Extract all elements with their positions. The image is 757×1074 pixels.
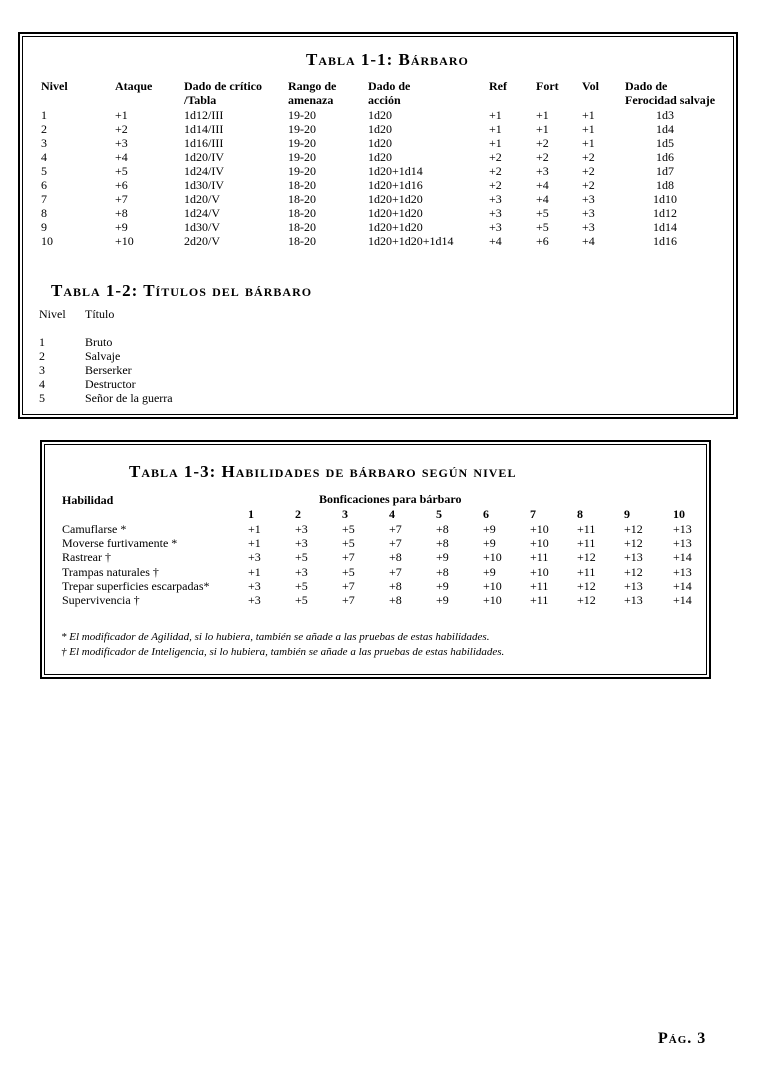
table-1-3-level-header: 4: [389, 507, 395, 521]
table-1-1-cell: 1d7: [656, 164, 674, 178]
table-1-3-level-header: 10: [673, 507, 685, 521]
table-1-1-cell: +2: [115, 122, 128, 136]
table-1-3-cell: +14: [673, 550, 692, 565]
table-1-1-cell: 1d20/V: [184, 192, 220, 206]
table-1-3-cell: +8: [389, 593, 402, 607]
table-1-1-cell: +5: [115, 164, 128, 178]
table-1-3-cell: +9: [483, 536, 496, 551]
table-1-1-cell: 1d24/IV: [184, 164, 224, 178]
table-1-3-cell: +7: [389, 522, 402, 536]
table-1-1-cell: +1: [115, 108, 128, 122]
table-1-3-cell: +1: [248, 536, 261, 551]
table-1-3-cell: +3: [248, 550, 261, 565]
table-1-1-cell: 1d12/III: [184, 108, 224, 122]
table-1-3-level-header: 7: [530, 507, 536, 521]
footnote-agilidad: * El modificador de Agilidad, si lo hubiera, también se añade a las pruebas de estas habilidades.: [61, 631, 490, 643]
table-1-1-cell: +3: [489, 192, 502, 206]
table-1-1-cell: +6: [115, 178, 128, 192]
table-1-3-level-header: 5: [436, 507, 442, 521]
table-1-3-cell: +5: [295, 550, 308, 565]
table-1-1-cell: 9: [41, 220, 47, 234]
table-1-1-cell: 2: [41, 122, 47, 136]
table-1-1-header: Ref: [489, 79, 507, 93]
table-1-3-skill: Moverse furtivamente *: [62, 536, 178, 551]
table-1-3-cell: +11: [577, 564, 596, 579]
table-1-1-cell: +4: [115, 150, 128, 164]
table-1-3-level-header: 1: [248, 507, 254, 521]
table-1-1-header: Nivel: [41, 79, 68, 93]
table-1-1-header: Dado de: [625, 79, 668, 93]
table-1-1-cell: 1d16/III: [184, 136, 224, 150]
table-1-1-cell: +2: [489, 178, 502, 192]
table-1-1-cell: 19-20: [288, 150, 316, 164]
table-1-3-cell: +12: [577, 593, 596, 607]
table-1-3-cell: +3: [248, 578, 261, 593]
table-1-3-cell: +10: [483, 578, 502, 593]
table-1-1-cell: +2: [489, 150, 502, 164]
table-1-1-cell: +4: [536, 178, 549, 192]
table-1-1-cell: 1d30/IV: [184, 178, 224, 192]
table-1-1-cell: 1d20+1d20: [368, 206, 423, 220]
table-1-1-cell: 1d20: [368, 136, 392, 150]
table-1-1-cell: 1d4: [656, 122, 674, 136]
table-1-1-cell: 7: [41, 192, 47, 206]
table-1-1-header: Dado de crítico: [184, 79, 262, 93]
table-1-3-cell: +10: [530, 536, 549, 551]
table-1-1-cell: 1d12: [653, 206, 677, 220]
table-1-3-cell: +3: [248, 593, 261, 607]
table-1-1-cell: 1d20: [368, 150, 392, 164]
table-1-1-header: Vol: [582, 79, 599, 93]
table-1-3-cell: +13: [673, 564, 692, 579]
table-1-3-cell: +10: [530, 564, 549, 579]
table-1-3-cell: +8: [436, 536, 449, 551]
table-1-2-cell: Salvaje: [85, 349, 121, 363]
table-1-1-header: acción: [368, 93, 401, 107]
table-1-3-cell: +8: [389, 550, 402, 565]
table-1-1-header: Ataque: [115, 79, 153, 93]
table-1-3-cell: +3: [295, 564, 308, 579]
table-1-1-cell: +2: [582, 164, 595, 178]
table-1-3-cell: +7: [389, 536, 402, 551]
table-1-1-cell: +1: [489, 108, 502, 122]
table-1-1-cell: 1d30/V: [184, 220, 220, 234]
table-1-3-cell: +11: [530, 550, 549, 565]
table-1-3-cell: +10: [483, 550, 502, 565]
table-1-3-cell: +7: [342, 550, 355, 565]
table-1-3-cell: +11: [530, 593, 549, 607]
table-1-1-cell: 2d20/V: [184, 234, 220, 248]
table-1-1-cell: +2: [536, 150, 549, 164]
table-1-1-cell: 5: [41, 164, 47, 178]
table-1-1-cell: +9: [115, 220, 128, 234]
table-1-1-cell: 1d14: [653, 220, 677, 234]
table-1-1-cell: +7: [115, 192, 128, 206]
table-1-1-header: Rango de: [288, 79, 337, 93]
table-1-1-cell: 1d20+1d20: [368, 192, 423, 206]
table-1-1-cell: 4: [41, 150, 47, 164]
table-1-1-cell: 1d8: [656, 178, 674, 192]
table-1-3-skill: Supervivencia †: [62, 593, 140, 607]
table-1-1-cell: 1d3: [656, 108, 674, 122]
table-1-3-cell: +1: [248, 522, 261, 536]
table-1-2-cell: 3: [39, 363, 45, 377]
table-1-1-cell: 1d5: [656, 136, 674, 150]
table-1-1-cell: +5: [536, 206, 549, 220]
page-number: Pág. 3: [658, 1030, 707, 1047]
table-1-2-cell: 1: [39, 335, 45, 349]
table-1-1-header: amenaza: [288, 93, 334, 107]
table-1-1-cell: 18-20: [288, 220, 316, 234]
table-1-3-skill: Camuflarse *: [62, 522, 127, 536]
table-1-1-cell: 19-20: [288, 122, 316, 136]
table-1-3-cell: +12: [624, 564, 643, 579]
table-1-2-cell: Berserker: [85, 363, 132, 377]
table-1-3-cell: +1: [248, 564, 261, 579]
table-1-1-cell: +1: [582, 136, 595, 150]
table-1-1-cell: 1d20+1d16: [368, 178, 423, 192]
table-1-3-cell: +8: [436, 564, 449, 579]
table-1-3-cell: +13: [624, 550, 643, 565]
table-1-3-cell: +12: [577, 550, 596, 565]
table-1-2-cell: 5: [39, 391, 45, 405]
table-1-3-cell: +9: [436, 593, 449, 607]
table-1-3-cell: +11: [577, 536, 596, 551]
table-1-3-cell: +7: [342, 593, 355, 607]
table-1-1-cell: 10: [41, 234, 53, 248]
table-1-1-cell: 1d20+1d14: [368, 164, 423, 178]
table-1-1-cell: +4: [582, 234, 595, 248]
table-1-3-level-header: 3: [342, 507, 348, 521]
table-1-1-cell: 18-20: [288, 206, 316, 220]
table-1-3-cell: +13: [624, 578, 643, 593]
table-1-1-cell: +8: [115, 206, 128, 220]
table-1-1-cell: +3: [582, 192, 595, 206]
table-1-3-cell: +10: [530, 522, 549, 536]
table-1-1-cell: 19-20: [288, 136, 316, 150]
table-1-3-cell: +3: [295, 522, 308, 536]
table-1-1-cell: 1d24/V: [184, 206, 220, 220]
table-1-3-skill: Trampas naturales †: [62, 564, 159, 579]
table-1-1-cell: +1: [536, 122, 549, 136]
table-1-1-cell: +4: [536, 192, 549, 206]
table-1-1-cell: +6: [536, 234, 549, 248]
table-1-3-cell: +5: [342, 522, 355, 536]
table-1-3-cell: +9: [483, 564, 496, 579]
table-1-1-cell: 1: [41, 108, 47, 122]
table-1-2-cell: Destructor: [85, 377, 136, 391]
table-1-3-cell: +5: [295, 593, 308, 607]
table-1-3-cell: +7: [389, 564, 402, 579]
table-1-3-skill: Trepar superficies escarpadas*: [62, 578, 210, 593]
table-1-3-cell: +9: [436, 578, 449, 593]
table-1-3-cell: +8: [389, 578, 402, 593]
table-1-3-cell: +14: [673, 593, 692, 607]
table-1-1-cell: 8: [41, 206, 47, 220]
table-1-1-header: Dado de: [368, 79, 411, 93]
table-1-1-cell: +5: [536, 220, 549, 234]
table-1-3-cell: +12: [624, 536, 643, 551]
table-1-1-cell: 19-20: [288, 164, 316, 178]
table-1-1-cell: +3: [489, 220, 502, 234]
table-1-1-cell: 1d16: [653, 234, 677, 248]
table-1-1-cell: +1: [536, 108, 549, 122]
table-1-1-header: Fort: [536, 79, 559, 93]
table-1-2-title: Tabla 1-2: Títulos del bárbaro: [51, 281, 313, 300]
table-1-1-cell: +2: [536, 136, 549, 150]
table-1-3-level-header: 9: [624, 507, 630, 521]
table-1-1-cell: 1d20/IV: [184, 150, 224, 164]
table-1-1-cell: 1d10: [653, 192, 677, 206]
bonus-header: Bonficaciones para bárbaro: [319, 492, 462, 506]
table-1-1-cell: +1: [489, 136, 502, 150]
table-1-1-cell: +1: [489, 122, 502, 136]
table-1-3-cell: +9: [483, 522, 496, 536]
table-1-1-cell: +1: [582, 108, 595, 122]
table-1-1-cell: 1d6: [656, 150, 674, 164]
table-1-3-cell: +10: [483, 593, 502, 607]
table-1-3-cell: +9: [436, 550, 449, 565]
table-1-3-cell: +14: [673, 578, 692, 593]
table-1-1-cell: +3: [115, 136, 128, 150]
table-1-1-cell: 18-20: [288, 192, 316, 206]
table-1-1-cell: 6: [41, 178, 47, 192]
table-1-1-cell: +4: [489, 234, 502, 248]
table-1-1-header: /Tabla: [184, 93, 217, 107]
table-1-3-level-header: 6: [483, 507, 489, 521]
table-1-1-cell: +3: [582, 220, 595, 234]
skill-header: Habilidad: [62, 493, 114, 507]
table-1-3-cell: +12: [624, 522, 643, 536]
table-1-1-cell: 18-20: [288, 234, 316, 248]
table-1-2-cell: 4: [39, 377, 45, 391]
table-1-2-cell: Señor de la guerra: [85, 391, 173, 405]
table-1-1-cell: 1d14/III: [184, 122, 224, 136]
table-1-3-cell: +8: [436, 522, 449, 536]
table-1-3-cell: +5: [295, 578, 308, 593]
table-1-1-cell: +10: [115, 234, 134, 248]
table-1-3-cell: +5: [342, 564, 355, 579]
table-1-1-cell: 3: [41, 136, 47, 150]
table-1-2-cell: Bruto: [85, 335, 113, 349]
table-1-3-level-header: 2: [295, 507, 301, 521]
table-1-1-header: Ferocidad salvaje: [625, 93, 716, 107]
table-1-1-cell: 1d20+1d20: [368, 220, 423, 234]
table-1-1-cell: 1d20: [368, 122, 392, 136]
table-1-3-cell: +12: [577, 578, 596, 593]
table-1-1-cell: +3: [489, 206, 502, 220]
table-1-2-header: Nivel: [39, 307, 66, 321]
table-1-3-cell: +5: [342, 536, 355, 551]
table-1-3-skill: Rastrear †: [62, 550, 111, 565]
table-1-2-header: Título: [85, 307, 115, 321]
table-1-2-cell: 2: [39, 349, 45, 363]
table-1-1-title: Tabla 1-1: Bárbaro: [306, 50, 469, 69]
table-1-3-cell: +13: [624, 593, 643, 607]
table-1-3-cell: +3: [295, 536, 308, 551]
table-1-3-cell: +11: [577, 522, 596, 536]
table-1-3-cell: +11: [530, 578, 549, 593]
table-1-3-cell: +13: [673, 536, 692, 551]
table-1-1-cell: +2: [582, 150, 595, 164]
table-1-1-cell: +3: [582, 206, 595, 220]
table-1-1-cell: 1d20: [368, 108, 392, 122]
table-1-1-cell: 18-20: [288, 178, 316, 192]
table-1-1-cell: +3: [536, 164, 549, 178]
table-1-3-cell: +7: [342, 578, 355, 593]
table-1-1-cell: +1: [582, 122, 595, 136]
table-1-3-level-header: 8: [577, 507, 583, 521]
table-1-3-title: Tabla 1-3: Habilidades de bárbaro según nivel: [129, 462, 517, 481]
table-1-3-cell: +13: [673, 522, 692, 536]
table-1-1-cell: +2: [489, 164, 502, 178]
footnote-inteligencia: † El modificador de Inteligencia, si lo hubiera, también se añade a las pruebas de estas habilidades.: [61, 646, 505, 658]
table-1-1-cell: 1d20+1d20+1d14: [368, 234, 454, 248]
table-1-1-cell: 19-20: [288, 108, 316, 122]
table-1-1-cell: +2: [582, 178, 595, 192]
